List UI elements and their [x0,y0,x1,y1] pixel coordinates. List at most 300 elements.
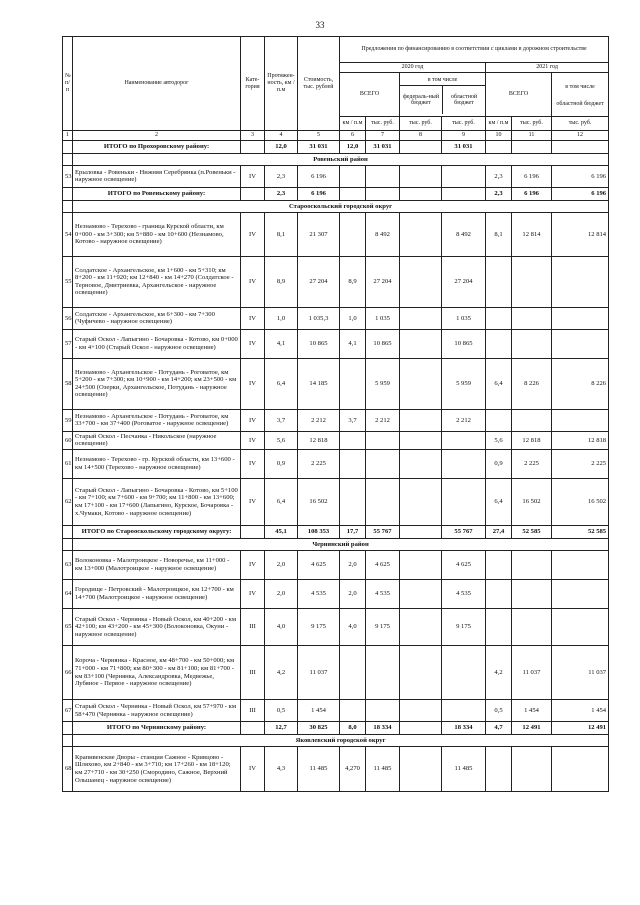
section-cell-blank [63,735,73,747]
total-2020 [366,479,400,526]
section-row [63,200,609,212]
header-length: Протяжен-ность, км / п.м [265,37,298,131]
km-2021 [486,140,512,153]
total-2021: 8 226 [512,358,552,409]
col-num: 7 [366,131,400,141]
federal-2020 [400,431,442,449]
total-2021: 12 814 [512,212,552,256]
section-title: Яковлевский городской округ [73,735,609,747]
km-2021 [486,747,512,792]
col-num: 8 [400,131,442,141]
row-number: 59 [63,409,73,431]
road-length: 8,9 [265,256,298,307]
regional-2020: 11 485 [442,747,486,792]
total-2020 [366,187,400,200]
regional-2021: 52 585 [552,526,609,539]
km-2020: 17,7 [340,526,366,539]
road-name: Городище - Петровский - Малотроицкое, км 12+700 - км 14+700 (Малотроицкое - наружное освещение) [73,580,241,609]
header-year-2021: 2021 год [486,63,609,73]
federal-2020 [400,609,442,646]
road-length: 12,0 [265,140,298,153]
km-2020 [340,700,366,722]
road-cost: 1 454 [298,700,340,722]
regional-2021 [552,551,609,580]
road-name: Короча - Чернянка - Красное, км 48+700 - км 50+000; км 71+000 - км 71+800; км 80+300 - км 81+100; км 81+700 - км 83+100 (Чернянка, Александровка, Медвежье, Лубяное - Первое - наружное освещение) [73,646,241,700]
road-cost: 31 031 [298,140,340,153]
table-row [63,551,609,580]
total-2020: 4 625 [366,551,400,580]
regional-2021: 12 814 [552,212,609,256]
section-row [63,153,609,165]
row-number: 62 [63,479,73,526]
header-km-2021: км / п.м [486,117,512,131]
road-category: IV [241,256,265,307]
header-including-2021: в том числе областной бюджет [552,73,609,117]
header-year-2020: 2020 год [340,63,486,73]
table-row [63,479,609,526]
federal-2020 [400,551,442,580]
road-cost: 10 865 [298,329,340,358]
total-row [63,140,609,153]
km-2020 [340,165,366,187]
km-2020: 4,270 [340,747,366,792]
section-title: Ровеньский район [73,153,609,165]
col-num: 6 [340,131,366,141]
total-2020: 55 767 [366,526,400,539]
road-category: IV [241,551,265,580]
federal-2020 [400,140,442,153]
regional-2020: 5 959 [442,358,486,409]
federal-2020 [400,747,442,792]
col-num: 5 [298,131,340,141]
regional-2021 [552,307,609,329]
road-length: 0,9 [265,450,298,479]
km-2020 [340,450,366,479]
header-name: Наименование автодорог [73,37,241,131]
regional-2020: 27 204 [442,256,486,307]
regional-2021: 6 196 [552,165,609,187]
road-cost: 1 035,3 [298,307,340,329]
total-2020 [366,450,400,479]
km-2020 [340,358,366,409]
km-2020 [340,212,366,256]
table-row [63,580,609,609]
road-length: 2,3 [265,165,298,187]
header-trub-2021: тыс. руб. [512,117,552,131]
table-row [63,609,609,646]
total-2021: 2 225 [512,450,552,479]
road-name: Незнамово - Архангельское - Потудань - Роговатое, км 5+200 - км 7+300; км 10+900 - км 14+200; км 23+500 - км 24+500 (Озерки, Архангельское, Потудань - наружное освещение) [73,358,241,409]
road-cost: 4 535 [298,580,340,609]
km-2021: 2,3 [486,187,512,200]
road-name: Старый Оскол - Чернянка - Новый Оскол, км 57+970 - км 58+470 (Чернянка - наружное освещение) [73,700,241,722]
road-name: Ерыловка - Ровеньки - Нижняя Серебрянка (п.Ровеньки - наружное освещение) [73,165,241,187]
km-2020: 2,0 [340,551,366,580]
road-category: III [241,700,265,722]
row-number [63,187,73,200]
road-category: IV [241,479,265,526]
road-name: ИТОГО по Чернянскому району: [73,722,241,735]
total-2021 [512,307,552,329]
header-total-2021: ВСЕГО [486,73,552,117]
road-category: IV [241,747,265,792]
table-row [63,747,609,792]
regional-2020: 9 175 [442,609,486,646]
row-number: 56 [63,307,73,329]
regional-2020: 10 865 [442,329,486,358]
road-name: ИТОГО по Старооскольскому городскому округу: [73,526,241,539]
col-num: 10 [486,131,512,141]
row-number [63,722,73,735]
total-2020: 9 175 [366,609,400,646]
funding-table [62,36,609,792]
regional-2021: 12 818 [552,431,609,449]
table-row [63,700,609,722]
road-cost: 16 502 [298,479,340,526]
table-row [63,212,609,256]
road-category: IV [241,431,265,449]
km-2021: 4,2 [486,646,512,700]
federal-2020 [400,212,442,256]
federal-2020 [400,307,442,329]
row-number [63,526,73,539]
row-number: 54 [63,212,73,256]
col-num: 2 [73,131,241,141]
road-length: 4,2 [265,646,298,700]
federal-2020 [400,722,442,735]
road-category: IV [241,329,265,358]
header-km-2020: км / п.м [340,117,366,131]
col-num: 4 [265,131,298,141]
road-name: Старый Оскол - Чернянка - Новый Оскол, км 40+200 - км 42+100; км 43+200 - км 45+300 (Волоконовка, Окуни - наружное освещение) [73,609,241,646]
section-cell-blank [63,200,73,212]
table-row [63,450,609,479]
col-num: 1 [63,131,73,141]
road-length: 1,0 [265,307,298,329]
total-2021 [512,140,552,153]
road-name: ИТОГО по Прохоровскому району: [73,140,241,153]
road-cost: 6 196 [298,187,340,200]
km-2020: 4,0 [340,609,366,646]
km-2020: 4,1 [340,329,366,358]
regional-2020: 4 535 [442,580,486,609]
km-2020: 8,0 [340,722,366,735]
road-category: IV [241,307,265,329]
regional-2020: 2 212 [442,409,486,431]
km-2021: 4,7 [486,722,512,735]
km-2020 [340,479,366,526]
road-length: 12,7 [265,722,298,735]
total-2021: 6 196 [512,187,552,200]
total-2020: 4 535 [366,580,400,609]
total-2020 [366,165,400,187]
section-title: Старооскольский городской округ [73,200,609,212]
road-category: IV [241,212,265,256]
total-2021: 16 502 [512,479,552,526]
total-2021: 12 818 [512,431,552,449]
regional-2020: 55 767 [442,526,486,539]
federal-2020 [400,329,442,358]
col-num: 3 [241,131,265,141]
table-header [63,37,609,141]
road-name: Старый Оскол - Лапыгино - Бочаровка - Котово, км 5+100 - км 7+100; км 7+600 - км 9+700; км 11+800 - км 13+600; км 17+100 - км 17+600 (Лапыгино, Курское, Бочаровка - х.Чумаки, Котово - наружное освещение) [73,479,241,526]
header-trub-fed: тыс. руб. [400,117,442,131]
km-2021: 0,5 [486,700,512,722]
road-length: 2,3 [265,187,298,200]
total-2021 [512,551,552,580]
header-regional: областной бюджет [450,93,478,107]
road-category: III [241,646,265,700]
header-total-2020: ВСЕГО [340,73,400,117]
federal-2020 [400,187,442,200]
km-2021: 6,4 [486,479,512,526]
road-category [241,140,265,153]
regional-2021 [552,747,609,792]
total-2020: 1 035 [366,307,400,329]
km-2021: 6,4 [486,358,512,409]
header-trub-reg: тыс. руб. [442,117,486,131]
road-category: IV [241,450,265,479]
km-2020: 1,0 [340,307,366,329]
total-2021 [512,409,552,431]
road-category [241,187,265,200]
total-2020: 27 204 [366,256,400,307]
regional-2021: 8 226 [552,358,609,409]
federal-2020 [400,450,442,479]
row-number: 55 [63,256,73,307]
total-2020: 8 492 [366,212,400,256]
row-number: 67 [63,700,73,722]
road-length: 45,1 [265,526,298,539]
road-length: 8,1 [265,212,298,256]
table-row [63,409,609,431]
row-number: 65 [63,609,73,646]
road-cost: 12 818 [298,431,340,449]
km-2020 [340,431,366,449]
km-2021 [486,609,512,646]
total-2021 [512,329,552,358]
total-row [63,526,609,539]
federal-2020 [400,646,442,700]
total-2021 [512,580,552,609]
road-length: 4,0 [265,609,298,646]
regional-2020: 8 492 [442,212,486,256]
road-name: Незнамово - Терехово - гр. Курской области, км 13+600 - км 14+500 (Терехово - наружное освещение) [73,450,241,479]
row-number: 61 [63,450,73,479]
road-cost: 108 353 [298,526,340,539]
section-title: Чернянский район [73,539,609,551]
row-number: 53 [63,165,73,187]
regional-2021: 11 037 [552,646,609,700]
section-cell-blank [63,539,73,551]
km-2021 [486,329,512,358]
section-row [63,539,609,551]
total-2020 [366,431,400,449]
regional-2020: 31 031 [442,140,486,153]
regional-2021 [552,409,609,431]
federal-2020 [400,526,442,539]
road-cost: 27 204 [298,256,340,307]
col-num: 12 [552,131,609,141]
federal-2020 [400,165,442,187]
road-length: 5,6 [265,431,298,449]
road-name: Крапивенские Дворы - станция Сажное - Кривцово - Шляхово, км 2+840 - км 3+710; км 17+260 - км 18+120; км 27+710 - км 30+250 (Смородино, Сажное, Верхний Ольшанец - наружное освещение) [73,747,241,792]
km-2020: 2,0 [340,580,366,609]
regional-2020 [442,165,486,187]
total-2021 [512,609,552,646]
road-cost: 30 825 [298,722,340,735]
total-2021: 1 454 [512,700,552,722]
row-number [63,140,73,153]
road-category [241,526,265,539]
km-2021 [486,256,512,307]
regional-2021 [552,256,609,307]
road-length: 2,0 [265,580,298,609]
header-category: Кате-гория [241,37,265,131]
header-funding: Предложения по финансированию в соответствии с циклами в дорожном строительстве [340,37,609,63]
table-row [63,646,609,700]
column-numbers-row [63,131,609,141]
km-2021 [486,409,512,431]
federal-2020 [400,580,442,609]
road-cost: 11 485 [298,747,340,792]
header-trub-reg-2021: тыс. руб. [552,117,609,131]
road-cost: 11 037 [298,646,340,700]
regional-2021: 16 502 [552,479,609,526]
total-2020 [366,700,400,722]
road-name: Солдатское - Архангельское, км 1+600 - км 5+310; км 8+200 - км 11+920; км 12+840 - км 14+270 (Солдатское - Терновое, Дмитриевка, Архангельское - наружное освещение) [73,256,241,307]
regional-2020 [442,646,486,700]
road-category: IV [241,580,265,609]
road-length: 6,4 [265,479,298,526]
total-row [63,722,609,735]
km-2021 [486,307,512,329]
road-category: IV [241,165,265,187]
road-name: Волоконовка - Малотроицкое - Новоречье, км 11+000 - км 13+000 (Малотроицкое - наружное освещение) [73,551,241,580]
header-including-2020: в том числе федераль-ный бюджет областной бюджет [400,73,486,117]
km-2020: 8,9 [340,256,366,307]
road-cost: 2 225 [298,450,340,479]
km-2021: 27,4 [486,526,512,539]
total-2021 [512,747,552,792]
section-cell-blank [63,153,73,165]
section-row [63,735,609,747]
table-row [63,307,609,329]
km-2020 [340,646,366,700]
km-2021: 8,1 [486,212,512,256]
road-length: 0,5 [265,700,298,722]
regional-2020 [442,187,486,200]
page-number: 33 [315,20,325,30]
regional-2021: 6 196 [552,187,609,200]
total-2020: 2 212 [366,409,400,431]
col-num: 9 [442,131,486,141]
km-2020 [340,187,366,200]
road-cost: 14 185 [298,358,340,409]
total-2020: 11 485 [366,747,400,792]
road-length: 2,0 [265,551,298,580]
header-regional-2021: областной бюджет [556,100,604,107]
row-number: 64 [63,580,73,609]
table-row [63,256,609,307]
regional-2020: 18 334 [442,722,486,735]
km-2021 [486,551,512,580]
road-category [241,722,265,735]
total-2021 [512,256,552,307]
km-2021: 5,6 [486,431,512,449]
km-2021: 0,9 [486,450,512,479]
km-2021: 2,3 [486,165,512,187]
road-name: Солдатское - Архангельское, км 6+300 - км 7+300 (Чуфичево - наружное освещение) [73,307,241,329]
regional-2021 [552,580,609,609]
regional-2020 [442,431,486,449]
total-2021: 52 585 [512,526,552,539]
road-name: Незнамово - Терехово - граница Курской области, км 0+000 - км 3+300; км 5+880 - км 10+600 (Незнамово, Котово - наружное освещение) [73,212,241,256]
road-name: Старый Оскол - Лапыгино - Бочаровка - Котово, км 0+000 - км 4+100 (Старый Оскол - наружное освещение) [73,329,241,358]
federal-2020 [400,256,442,307]
total-2021: 12 491 [512,722,552,735]
regional-2020: 1 035 [442,307,486,329]
road-length: 3,7 [265,409,298,431]
road-cost: 21 307 [298,212,340,256]
km-2020: 3,7 [340,409,366,431]
header-trub-2020: тыс. руб. [366,117,400,131]
total-2021: 6 196 [512,165,552,187]
road-name: Старый Оскол - Песчанка - Никольское (наружное освещение) [73,431,241,449]
table-body [63,140,609,791]
road-category: III [241,609,265,646]
table-row [63,329,609,358]
road-cost: 9 175 [298,609,340,646]
km-2020: 12,0 [340,140,366,153]
road-cost: 6 196 [298,165,340,187]
table-row [63,165,609,187]
header-no: № п/п [63,37,73,131]
road-cost: 2 212 [298,409,340,431]
row-number: 63 [63,551,73,580]
row-number: 68 [63,747,73,792]
total-2021: 11 037 [512,646,552,700]
regional-2021 [552,609,609,646]
road-length: 6,4 [265,358,298,409]
header-cost: Стоимость, тыс. рублей [298,37,340,131]
row-number: 66 [63,646,73,700]
regional-2020: 4 625 [442,551,486,580]
federal-2020 [400,409,442,431]
row-number: 57 [63,329,73,358]
regional-2020 [442,700,486,722]
road-length: 4,1 [265,329,298,358]
regional-2020 [442,479,486,526]
total-2020 [366,646,400,700]
road-name: Незнамово - Архангельское - Потудань - Роговатое, км 33+700 - км 37+400 (Роговатое - наружное освещение) [73,409,241,431]
federal-2020 [400,358,442,409]
regional-2021 [552,140,609,153]
federal-2020 [400,479,442,526]
road-category: IV [241,409,265,431]
road-length: 4,3 [265,747,298,792]
km-2021 [486,580,512,609]
regional-2021: 1 454 [552,700,609,722]
regional-2021 [552,329,609,358]
road-name: ИТОГО по Ровеньскому району: [73,187,241,200]
total-row [63,187,609,200]
total-2020: 31 031 [366,140,400,153]
road-category: IV [241,358,265,409]
regional-2021: 2 225 [552,450,609,479]
header-federal: федераль-ный бюджет [400,86,443,114]
total-2020: 10 865 [366,329,400,358]
